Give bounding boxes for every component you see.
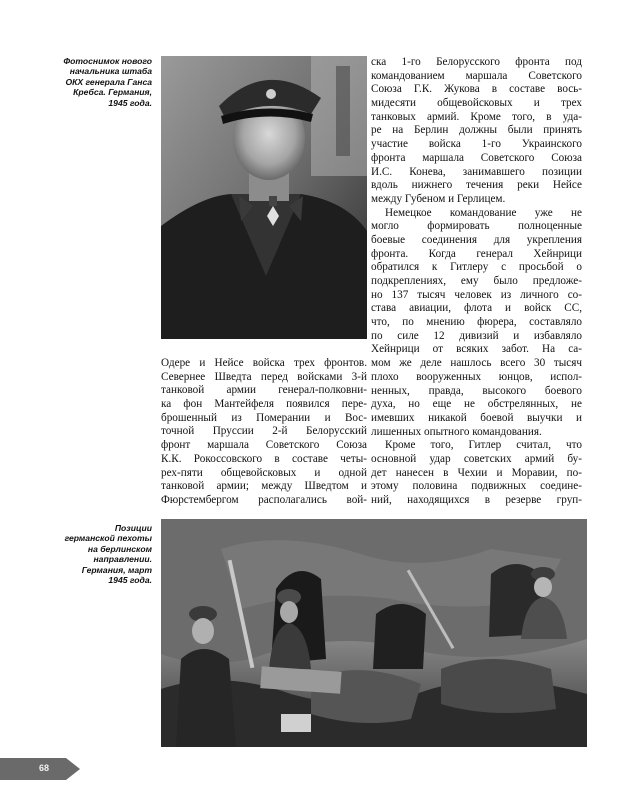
text-line: фронта маршала Советского Союза [371, 151, 582, 164]
text-line: Хейнрици от всяких забот. На са- [371, 343, 582, 356]
text-line: духа, но еще не обстрелянных, не [371, 398, 582, 411]
text-line: этому половина подвижных соедине- [371, 480, 582, 493]
caption-line: направлении. [93, 554, 152, 565]
text-line: подкреплениях, ему было предложе- [371, 275, 582, 287]
text-line: что, по мнению фюрера, составляло [371, 316, 582, 329]
text-line: по силе 12 дивизий и избавляло [371, 329, 582, 342]
trench-caption [40, 523, 152, 585]
caption-line: Германия, март [81, 564, 152, 575]
text-line: И.С. Конева, занимавшего позиции [371, 165, 582, 178]
caption-line: 1945 года. [108, 575, 152, 586]
caption-line: Кребса. Германия, [73, 87, 152, 98]
text-line: ка фон Мантейфеля появился пере- [161, 398, 367, 411]
text-line: става авиации, флота и войск СС, [371, 302, 582, 315]
text-line: мидесяти общевойсковых и трех [371, 97, 582, 110]
caption-line: Фотоснимок нового [63, 56, 152, 66]
text-line: вдоль нижнего течения реки Нейсе [371, 179, 582, 192]
text-line: ненных, правда, высокого боевого [371, 384, 582, 397]
text-line: брошенный из Померании и Вос- [161, 411, 367, 424]
text-line: могло формировать полноценные [371, 220, 582, 233]
text-line: фронта. Когда генерал Хейнрици [371, 247, 582, 260]
text-line: между Губеном и Герлицем. [371, 192, 506, 205]
portrait-caption [40, 56, 152, 108]
text-line: командованием маршала Советского [371, 69, 582, 82]
text-line: рех-пяти общевойсковых и одной [161, 466, 367, 479]
right-column-text [371, 56, 582, 508]
text-line: Фюрстембергом располагались вой- [161, 493, 367, 506]
text-line: мом же деле нашлось всего 30 тысяч [371, 357, 582, 370]
left-column-text [161, 357, 367, 508]
text-line: плохо вооруженных юнцов, испол- [371, 370, 582, 383]
text-line: обратился к Гитлеру с просьбой о [371, 261, 582, 274]
text-line: точной Пруссии 2-й Белорусский [161, 425, 367, 438]
text-line: основной удар советских армий бу- [371, 452, 582, 465]
text-line: боевые соединения для укрепления [371, 233, 582, 246]
text-line: фронт маршала Советского Союза [161, 439, 367, 452]
text-line: Союза Г.К. Жукова в составе вось- [371, 83, 582, 96]
trench-photo [161, 519, 587, 747]
text-line: танковой армии генерал-полковни- [161, 384, 367, 397]
text-line: танковых армий. Кроме того, в уда- [371, 110, 582, 123]
caption-line: Позиции [114, 523, 152, 533]
text-line: дет нанесен в Чехии и Моравии, по- [371, 466, 582, 479]
caption-line: германской пехоты [64, 533, 152, 544]
text-line: Одере и Нейсе войска трех фронтов. [161, 357, 367, 369]
text-line: ний, находящихся в резерве груп- [371, 494, 582, 506]
caption-line: на берлинском [87, 543, 152, 554]
text-line: К.К. Рокоссовского в составе четы- [161, 452, 367, 465]
text-line: но 137 тысяч человек из личного со- [371, 288, 582, 301]
text-line: Немецкое командование уже не [385, 206, 582, 219]
text-line: Севернее Шведта перед войсками 3-й [161, 370, 367, 383]
caption-line: начальника штаба [69, 66, 152, 77]
text-line: ре на Берлин должны были принять [371, 124, 582, 137]
text-line: танковой армии; между Шведтом и [161, 480, 367, 493]
text-line: Кроме того, Гитлер считал, что [385, 439, 582, 452]
caption-line: 1945 года. [108, 97, 152, 108]
text-line: ска 1-го Белорусского фронта под [371, 56, 582, 68]
text-line: участие войска 1-го Украинского [371, 138, 582, 151]
portrait-photo [161, 56, 367, 339]
text-line: лишенных опытного командования. [371, 425, 542, 438]
text-line: имевших никакой боевой выучки и [371, 411, 582, 424]
page-number: 68 [38, 763, 49, 773]
caption-line: ОКХ генерала Ганса [65, 76, 152, 87]
